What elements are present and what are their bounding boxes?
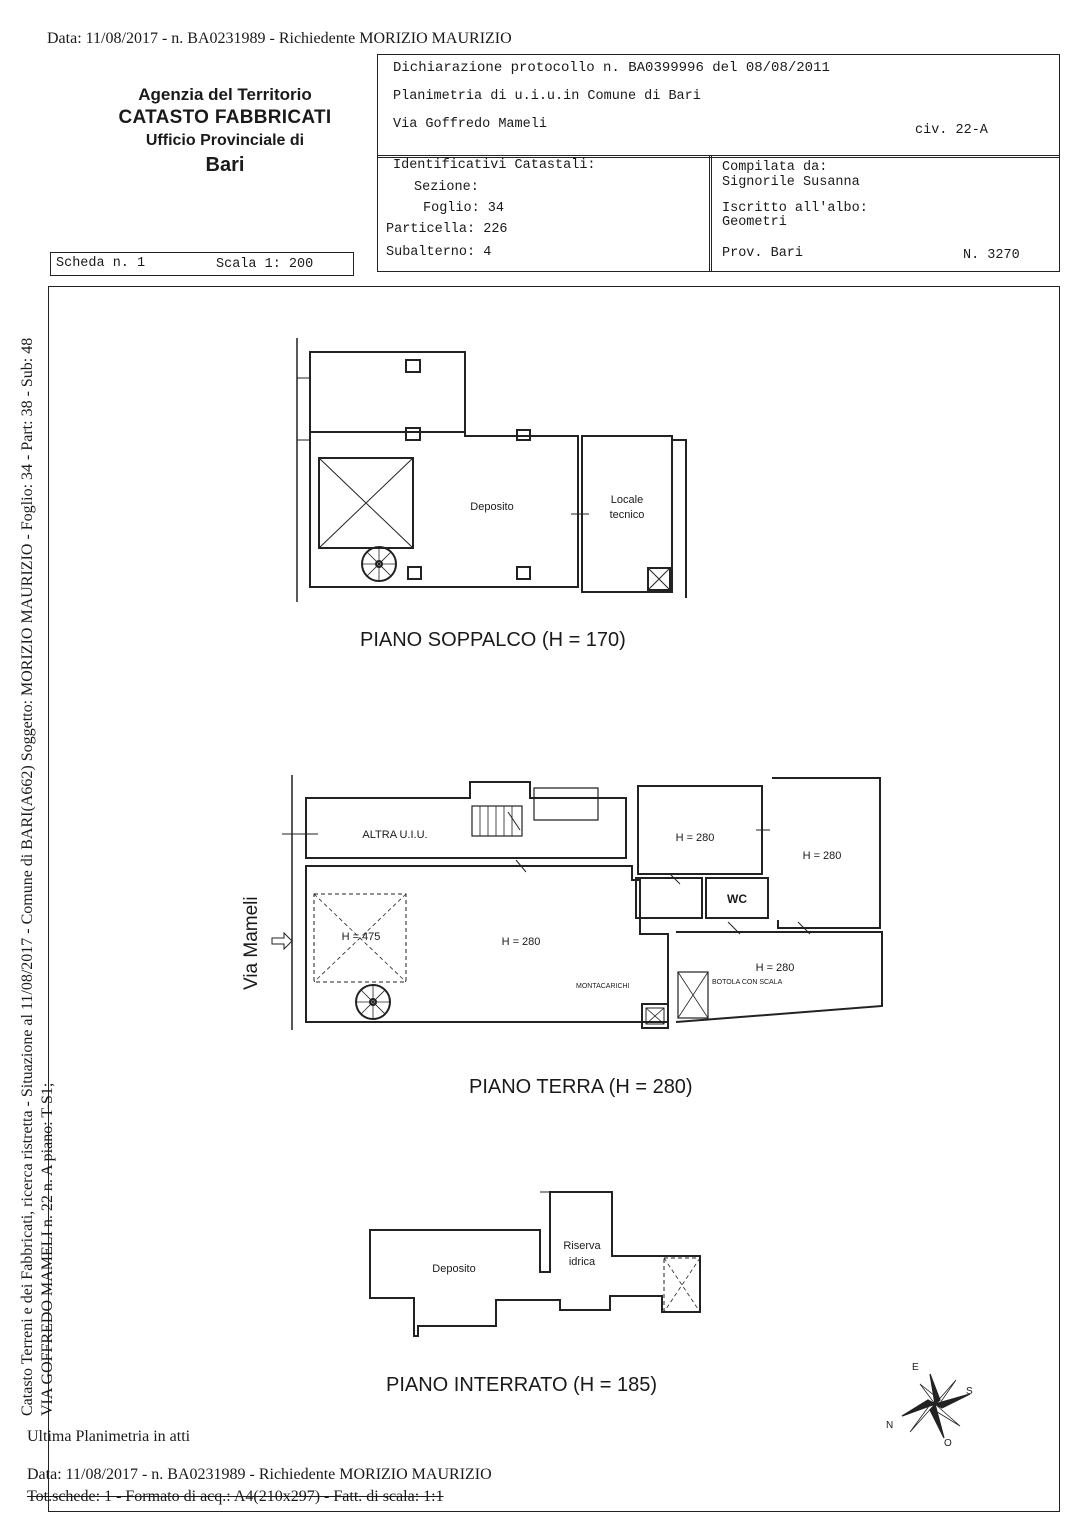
office-city: Bari (205, 153, 245, 176)
compiler-name: Signorile Susanna (722, 175, 860, 190)
province-field: Prov. Bari (722, 246, 804, 261)
last-plan-note: Ultima Planimetria in atti (27, 1428, 191, 1445)
terra-wc-label: WC (727, 892, 747, 906)
side-annotation-line2: VIA GOFFREDO MAMELI n. 22 n. A piano: T-S1; (39, 1082, 56, 1416)
interrato-deposito-label: Deposito (432, 1263, 476, 1275)
soppalco-deposito-label: Deposito (470, 501, 514, 513)
compass-south-label: S (966, 1386, 973, 1397)
scheda-label: Scheda n. 1 (56, 256, 146, 271)
terra-montacarichi-label: MONTACARICHI (576, 983, 630, 990)
register-type: Geometri (722, 215, 787, 230)
office-label: Ufficio Provinciale di (145, 131, 305, 149)
declaration-text: Dichiarazione protocollo n. BA0399996 del 08/08/2011 (393, 60, 830, 76)
soppalco-locale-label: Locale (610, 494, 644, 506)
terra-h475-label: H = 475 (341, 931, 381, 943)
interrato-riserva-label: Riserva (563, 1240, 601, 1252)
soppalco-tecnico-label: tecnico (609, 509, 645, 521)
scale-label: Scala 1: 200 (216, 257, 314, 272)
terra-title: PIANO TERRA (H = 280) (469, 1076, 693, 1098)
interrato-title: PIANO INTERRATO (H = 185) (386, 1374, 657, 1396)
civic-number: civ. 22-A (915, 123, 988, 138)
request-line: Data: 11/08/2017 - n. BA0231989 - Richiedente MORIZIO MAURIZIO (47, 30, 512, 47)
compass-north-label: N (886, 1420, 894, 1431)
compiled-by-label: Compilata da: (722, 160, 828, 175)
compass-east-label: E (912, 1362, 919, 1373)
interrato-idrica-label: idrica (568, 1256, 596, 1268)
terra-botola-label: BOTOLA CON SCALA (712, 979, 783, 986)
terra-h280-rear: H = 280 (755, 962, 795, 974)
address-text: Via Goffredo Mameli (393, 117, 547, 132)
planimetria-text: Planimetria di u.i.u.in Comune di Bari (393, 89, 701, 104)
sezione-field: Sezione: (414, 180, 479, 195)
registered-label: Iscritto all'albo: (722, 201, 868, 216)
terra-h280-main: H = 280 (501, 936, 541, 948)
compass-west-label: O (944, 1438, 952, 1449)
footer-request-line: Data: 11/08/2017 - n. BA0231989 - Richiedente MORIZIO MAURIZIO (27, 1466, 492, 1483)
side-annotation-line1: Catasto Terreni e dei Fabbricati, ricerca ristretta - Situazione al 11/08/2017 - Comune di BARI(A662) Soggetto: MORIZIO MAURIZIO - Foglio: 34 - Part: 38 - Sub: 48 (19, 337, 36, 1416)
terra-altra-uiu-label: ALTRA U.I.U. (362, 829, 428, 841)
identifiers-heading: Identificativi Catastali: (393, 158, 596, 173)
footer-format-text: Tot.schede: 1 - Formato di acq.: A4(210x297) - Fatt. di scala: 1:1 (27, 1488, 444, 1505)
footer-format-line (27, 1488, 444, 1506)
compass-rose (880, 1360, 980, 1450)
particella-field: Particella: 226 (386, 222, 508, 237)
registration-number: N. 3270 (963, 248, 1020, 263)
soppalco-title: PIANO SOPPALCO (H = 170) (360, 629, 626, 651)
subalterno-field: Subalterno: 4 (386, 245, 492, 260)
street-label: Via Mameli (241, 896, 262, 990)
terra-h280-room1: H = 280 (675, 832, 715, 844)
foglio-field: Foglio: 34 (423, 201, 505, 216)
catasto-title: CATASTO FABBRICATI (118, 107, 332, 129)
agency-name: Agenzia del Territorio (138, 85, 312, 104)
terra-h280-room2: H = 280 (802, 850, 842, 862)
